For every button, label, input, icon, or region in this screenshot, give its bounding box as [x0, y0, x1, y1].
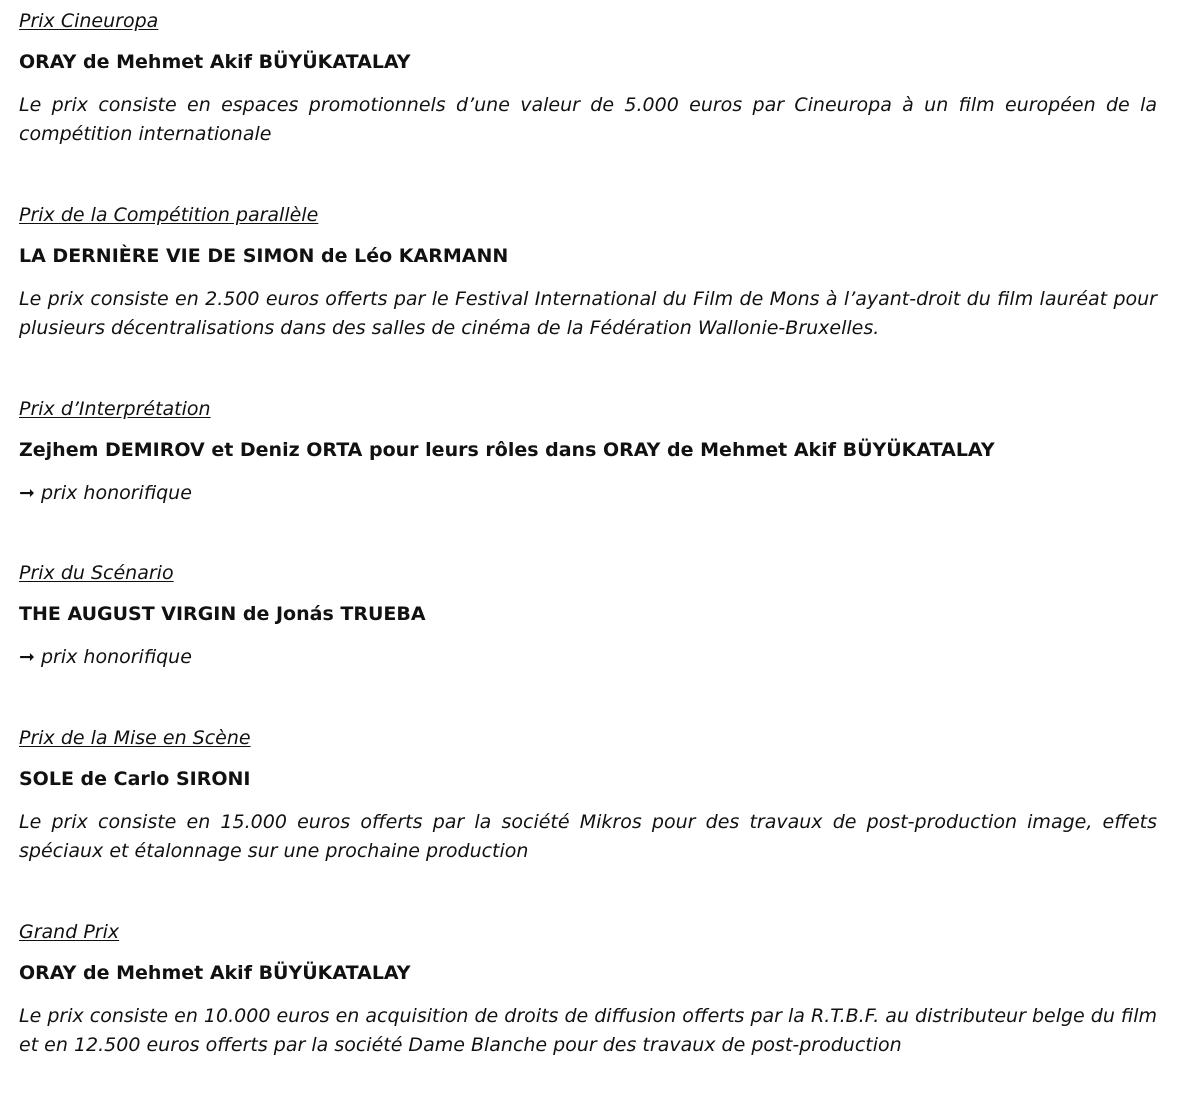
award-description: Le prix consiste en 15.000 euros offerts par la société Mikros pour des travaux de post-production image, effets spéciaux et étalonnage sur une prochaine production — [19, 811, 1157, 862]
arrow-right-icon: ➞ — [19, 646, 35, 668]
award-description: Le prix consiste en 10.000 euros en acquisition de droits de diffusion offerts par la R.T.B.F. au distributeur belge du film et en 12.500 euros offerts par la société Dame Blanche pour des travaux de post-production — [19, 1005, 1157, 1056]
award-film: Zejhem DEMIROV et Deniz ORTA pour leurs rôles dans ORAY de Mehmet Akif BÜYÜKATALAY — [19, 439, 995, 461]
award-description-text: prix honorifique — [40, 482, 192, 504]
award-description — [19, 479, 1157, 508]
award-film: SOLE de Carlo SIRONI — [19, 768, 251, 790]
award-prix-mise-en-scene — [19, 727, 1157, 866]
award-film: ORAY de Mehmet Akif BÜYÜKATALAY — [19, 962, 411, 984]
award-prix-cineuropa — [19, 10, 1157, 149]
award-film: THE AUGUST VIRGIN de Jonás TRUEBA — [19, 603, 426, 625]
award-film: LA DERNIÈRE VIE DE SIMON de Léo KARMANN — [19, 245, 509, 267]
award-title: Prix du Scénario — [19, 562, 174, 584]
award-prix-scenario — [19, 562, 1157, 672]
award-title: Prix de la Mise en Scène — [19, 727, 251, 749]
award-prix-competition-parallele — [19, 204, 1157, 343]
award-title: Prix Cineuropa — [19, 10, 159, 32]
award-description: Le prix consiste en 2.500 euros offerts par le Festival International du Film de Mons à l’ayant-droit du film lauréat pour plusieurs décentralisations dans des salles de cinéma de la Fédération Wallonie-Bruxelles. — [19, 288, 1157, 339]
award-grand-prix — [19, 921, 1157, 1060]
award-description — [19, 643, 1157, 672]
award-prix-interpretation — [19, 398, 1157, 508]
award-title: Prix de la Compétition parallèle — [19, 204, 319, 226]
award-title: Grand Prix — [19, 921, 120, 943]
award-title: Prix d’Interprétation — [19, 398, 211, 420]
arrow-right-icon: ➞ — [19, 482, 35, 504]
award-film: ORAY de Mehmet Akif BÜYÜKATALAY — [19, 51, 411, 73]
award-description: Le prix consiste en espaces promotionnels d’une valeur de 5.000 euros par Cineuropa à un film européen de la compétition internationale — [19, 94, 1157, 145]
award-description-text: prix honorifique — [40, 646, 192, 668]
